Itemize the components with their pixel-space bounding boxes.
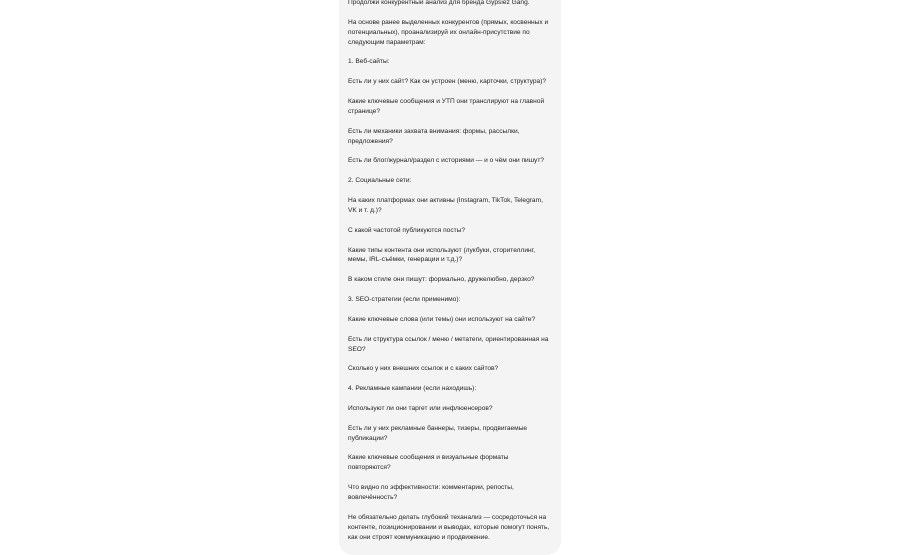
message-paragraph: Используют ли они таргет или инфлюенсеров? (348, 404, 493, 412)
message-paragraph: В каком стиле они пишут: формально, дружелюбно, дерзко? (348, 276, 535, 284)
message-paragraph: Сколько у них внешних ссылок и с каких сайтов? (348, 365, 499, 373)
message-paragraph: Продолжи конкурентный анализ для бренда Gypsiez Gang. (348, 0, 530, 6)
message-paragraph: С какой частотой публикуются посты? (348, 226, 466, 234)
message-paragraph: Какие ключевые слова (или темы) они используют на сайте? (348, 315, 536, 323)
message-paragraph: На основе ранее выделенных конкурентов (прямых, косвенных и потенциальных), проанализируй их онлайн-присутствие по следующим параметрам: (348, 18, 549, 46)
message-paragraph: На каких платформах они активны (Instagram, TikTok, Telegram, VK и т. д.)? (348, 197, 543, 214)
message-paragraph: Какие ключевые сообщения и визуальные форматы повторяются? (348, 454, 509, 472)
message-paragraph: Есть ли блог/журнал/раздел с историями — и о чём они пишут? (348, 157, 545, 165)
message-paragraph: Есть ли у них рекламные баннеры, тизеры, продвигаемые публикации? (348, 424, 528, 442)
section-heading-ads: 4. Рекламные кампании (если находишь): (348, 385, 477, 393)
message-paragraph: Есть ли структура ссылок / меню / метатеги, ориентированная на SEO? (348, 335, 549, 353)
message-paragraph: Есть ли механики захвата внимания: формы, рассылки, предложения? (348, 127, 520, 145)
message-paragraph: Есть ли у них сайт? Как он устроен (меню, карточки, структура)? (348, 78, 547, 86)
message-paragraph: Какие типы контента они используют (лукбуки, сторителлинг, мемы, IRL-съёмки, генерации и т.д.)? (348, 246, 536, 264)
section-heading-seo: 3. SEO-стратегии (если применимо): (348, 296, 461, 303)
user-message-bubble (339, 0, 561, 555)
section-heading-websites: 1. Веб-сайты: (348, 58, 390, 66)
message-paragraph: Какие ключевые сообщения и УТП они транслируют на главной странице? (348, 98, 545, 115)
section-heading-social: 2. Социальные сети: (348, 177, 412, 185)
message-paragraph: Что видно по эффективности: комментарии, репосты, вовлечённость? (348, 484, 514, 501)
message-paragraph: Не обязательно делать глубокий теханализ — сосредоточься на контенте, позиционировании и выводах, которые помогут понять, как они строят коммуникацию и продвижение. (348, 513, 550, 541)
